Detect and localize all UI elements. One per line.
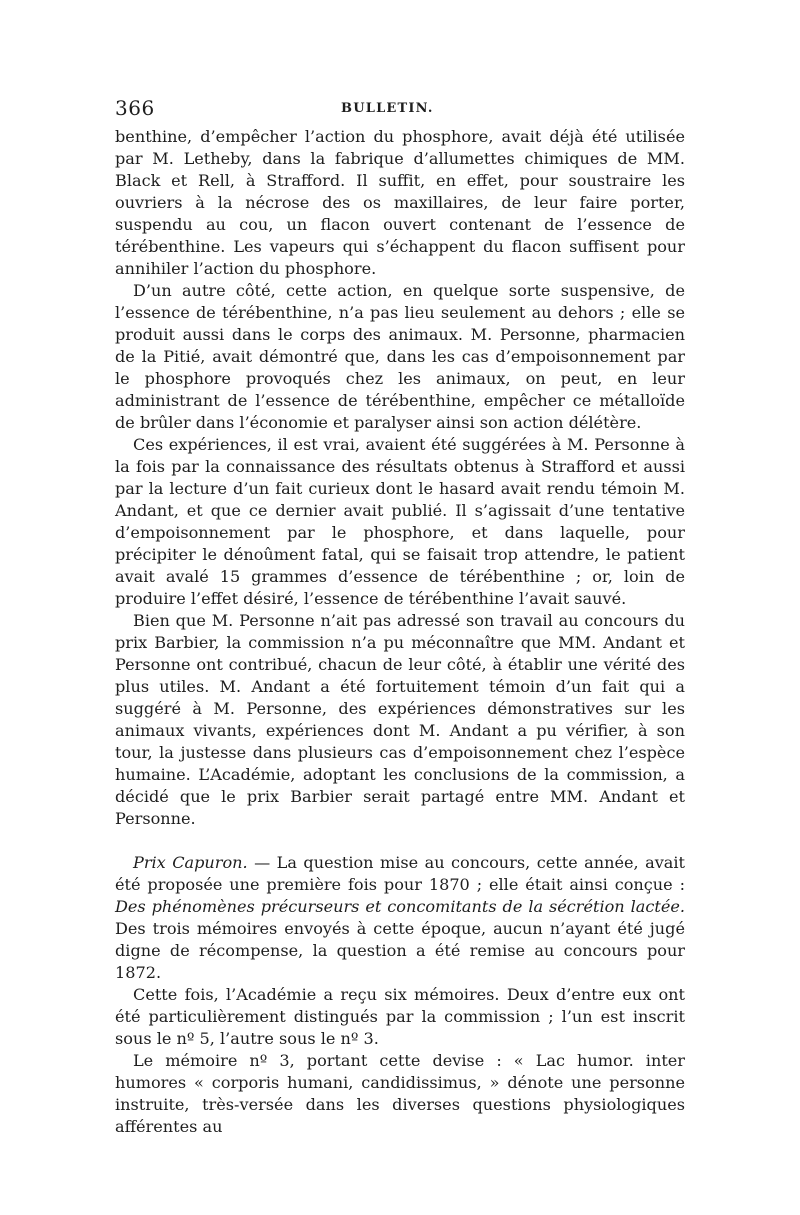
paragraph-1: benthine, d’empêcher l’action du phosphore, avait déjà été utilisée par M. Letheby, dans la fabrique d’allumettes chimiques de MM. Black et Rell, à Strafford. Il suffit, en effet, pour soustraire les ouvriers à la nécrose des os maxillaires, de leur faire porter, suspendu au cou, un flacon ouvert contenant de l’essence de térébenthine. Les vapeurs qui s’échappent du flacon suffisent pour annihiler l’action du phosphore.: [115, 127, 685, 278]
capuron-text-after: Des trois mémoires envoyés à cette époque, aucun n’ayant été jugé digne de récompense, la question a été remise au concours pour 1872.: [115, 919, 685, 982]
paragraph-capuron: [115, 852, 685, 984]
paragraph-memoires: Cette fois, l’Académie a reçu six mémoires. Deux d’entre eux ont été particulièrement distingués par la commission ; l’un est inscrit sous le nº 5, l’autre sous le nº 3.: [115, 985, 685, 1048]
prize-capuron-heading: Prix Capuron.: [133, 853, 248, 872]
body-text: [115, 126, 685, 1138]
paragraph-memoire-3: Le mémoire nº 3, portant cette devise : « Lac humor. inter humores « corporis humani, candidissimus, » dénote une personne instruite, très-versée dans les diverses questions physiologiques afférentes au: [115, 1051, 685, 1136]
page-header: [115, 96, 685, 120]
running-title: BULLETIN.: [341, 101, 434, 116]
page-number: 366: [115, 96, 155, 120]
section-break: [115, 830, 685, 852]
paragraph-3: Ces expériences, il est vrai, avaient été suggérées à M. Personne à la fois par la connaissance des résultats obtenus à Strafford et aussi par la lecture d’un fait curieux dont le hasard avait rendu témoin M. Andant, et que ce dernier avait publié. Il s’agissait d’une tentative d’empoisonnement par le phosphore, et dans laquelle, pour précipiter le dénoûment fatal, qui se faisait trop attendre, le patient avait avalé 15 grammes d’essence de térébenthine ; or, loin de produire l’effet désiré, l’essence de térébenthine l’avait sauvé.: [115, 435, 685, 608]
paragraph-2: D’un autre côté, cette action, en quelque sorte suspensive, de l’essence de térébenthine, n’a pas lieu seulement au dehors ; elle se produit aussi dans le corps des animaux. M. Personne, pharmacien de la Pitié, avait démontré que, dans les cas d’empoisonnement par le phosphore provoqués chez les animaux, on peut, en leur administrant de l’essence de térébenthine, empêcher ce métalloïde de brûler dans l’économie et paralyser ainsi son action délétère.: [115, 281, 685, 432]
capuron-question-title: Des phénomènes précurseurs et concomitants de la sécrétion lactée.: [115, 897, 685, 916]
paragraph-4: Bien que M. Personne n’ait pas adressé son travail au concours du prix Barbier, la commission n’a pu méconnaître que MM. Andant et Personne ont contribué, chacun de leur côté, à établir une vérité des plus utiles. M. Andant a été fortuitement témoin d’un fait qui a suggéré à M. Personne, des expériences démonstratives sur les animaux vivants, expériences dont M. Andant a pu vérifier, à son tour, la justesse dans plusieurs cas d’empoisonnement chez l’espèce humaine. L’Académie, adoptant les conclusions de la commission, a décidé que le prix Barbier serait partagé entre MM. Andant et Personne.: [115, 611, 685, 828]
capuron-text-before: — La question mise au concours, cette année, avait été proposée une première fois pour 1870 ; elle était ainsi conçue :: [115, 853, 685, 894]
